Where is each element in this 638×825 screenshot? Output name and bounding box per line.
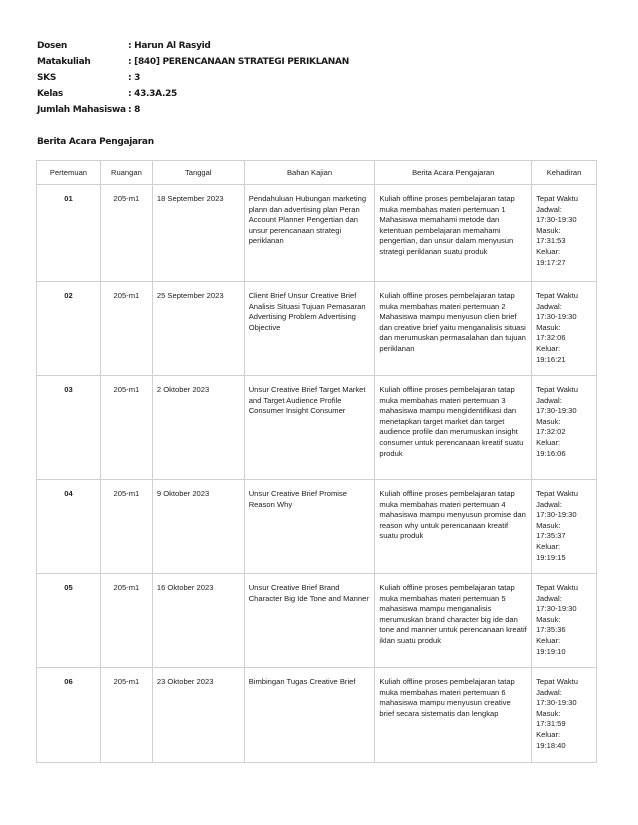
cell-bahan-kajian: Client Brief Unsur Creative Brief Analisis Situasi Tujuan Pemasaran Advertising Problem Advertising Objective <box>244 282 375 376</box>
cell-tanggal: 23 Oktober 2023 <box>152 668 244 763</box>
cell-bahan-kajian: Pendahuluan Hubungan marketing plann dan advertising plan Peran Account Planner Pengertian dan unsur perencanaan strategi periklanan <box>244 185 375 282</box>
info-row-matakuliah <box>37 54 349 70</box>
attendance-status: Tepat Waktu <box>536 489 578 498</box>
table-row <box>37 185 597 282</box>
cell-pertemuan: 06 <box>37 668 101 763</box>
attendance-status: Tepat Waktu <box>536 385 578 394</box>
check-out-label: Keluar: <box>536 343 561 353</box>
check-out-time: 19:16:06 <box>536 448 566 458</box>
cell-kehadiran <box>532 574 597 668</box>
cell-tanggal: 16 Oktober 2023 <box>152 574 244 668</box>
check-in-time: 17:31:59 <box>536 719 566 729</box>
check-out-label: Keluar: <box>536 437 561 447</box>
schedule-time: 17:30-19:30 <box>536 510 577 520</box>
table-row <box>37 376 597 480</box>
cell-bahan-kajian: Unsur Creative Brief Promise Reason Why <box>244 480 375 574</box>
header-berita-acara: Berita Acara Pengajaran <box>375 161 532 185</box>
cell-berita-acara: Kuliah offline proses pembelajaran tatap muka membahas materi pertemuan 3 mahasiswa mampu mengidentifikasi dan menetapkan target market dan target audience profile dan merumuskan insight consumer untuk perencanaan kreatif suatu produk <box>375 376 532 480</box>
schedule-label: Jadwal: <box>536 204 562 214</box>
cell-berita-acara: Kuliah offline proses pembelajaran tatap muka membahas materi pertemuan 1 Mahasiswa memahami metode dan ketentuan pembelajaran memahami pengertian, dan unsur dalam menyusun strategi periklanan suatu produk <box>375 185 532 282</box>
cell-ruangan: 205-m1 <box>100 480 152 574</box>
cell-pertemuan: 05 <box>37 574 101 668</box>
schedule-label: Jadwal: <box>536 687 562 697</box>
header-ruangan: Ruangan <box>100 161 152 185</box>
cell-bahan-kajian: Bimbingan Tugas Creative Brief <box>244 668 375 763</box>
check-in-label: Masuk: <box>536 416 561 426</box>
info-value: : Harun Al Rasyid <box>128 41 211 51</box>
schedule-time: 17:30-19:30 <box>536 215 577 225</box>
check-in-label: Masuk: <box>536 708 561 718</box>
info-value: : 8 <box>128 105 141 115</box>
cell-kehadiran <box>532 480 597 574</box>
header-pertemuan: Pertemuan <box>37 161 101 185</box>
schedule-time: 17:30-19:30 <box>536 698 577 708</box>
check-in-time: 17:35:36 <box>536 625 566 635</box>
check-out-time: 19:17:27 <box>536 257 566 267</box>
check-in-label: Masuk: <box>536 520 561 530</box>
info-row-jumlah-mahasiswa <box>37 102 349 118</box>
cell-kehadiran <box>532 185 597 282</box>
cell-ruangan: 205-m1 <box>100 574 152 668</box>
info-value: : 3 <box>128 73 141 83</box>
table-row <box>37 668 597 763</box>
cell-ruangan: 205-m1 <box>100 282 152 376</box>
check-in-label: Masuk: <box>536 225 561 235</box>
header-kehadiran: Kehadiran <box>532 161 597 185</box>
check-in-time: 17:32:06 <box>536 333 566 343</box>
check-out-label: Keluar: <box>536 729 561 739</box>
attendance-status: Tepat Waktu <box>536 677 578 686</box>
header-tanggal: Tanggal <box>152 161 244 185</box>
course-info <box>37 38 349 118</box>
check-out-time: 19:18:40 <box>536 740 566 750</box>
check-in-label: Masuk: <box>536 614 561 624</box>
check-out-label: Keluar: <box>536 246 561 256</box>
attendance-status: Tepat Waktu <box>536 583 578 592</box>
schedule-time: 17:30-19:30 <box>536 406 577 416</box>
cell-pertemuan: 03 <box>37 376 101 480</box>
cell-bahan-kajian: Unsur Creative Brief Brand Character Big Ide Tone and Manner <box>244 574 375 668</box>
table-row <box>37 574 597 668</box>
info-label: Jumlah Mahasiswa <box>37 105 126 115</box>
cell-berita-acara: Kuliah offline proses pembelajaran tatap muka membahas materi pertemuan 6 mahasiswa mampu menyusun creative brief secara sistematis dan lengkap <box>375 668 532 763</box>
table-row <box>37 282 597 376</box>
table-row <box>37 480 597 574</box>
info-row-kelas <box>37 86 349 102</box>
schedule-label: Jadwal: <box>536 499 562 509</box>
check-out-label: Keluar: <box>536 635 561 645</box>
info-label: SKS <box>37 73 57 83</box>
schedule-label: Jadwal: <box>536 301 562 311</box>
info-value: : 43.3A.25 <box>128 89 178 99</box>
info-value: : [840] PERENCANAAN STRATEGI PERIKLANAN <box>128 57 349 67</box>
table-header-row <box>37 161 597 185</box>
teaching-record-table <box>36 160 597 763</box>
schedule-label: Jadwal: <box>536 395 562 405</box>
check-in-time: 17:35:37 <box>536 531 566 541</box>
cell-pertemuan: 04 <box>37 480 101 574</box>
attendance-status: Tepat Waktu <box>536 194 578 203</box>
cell-kehadiran <box>532 376 597 480</box>
cell-tanggal: 25 September 2023 <box>152 282 244 376</box>
cell-berita-acara: Kuliah offline proses pembelajaran tatap muka membahas materi pertemuan 4 mahasiswa mampu menyusun promise dan reason why untuk perencanaan kreatif suatu produk <box>375 480 532 574</box>
info-label: Dosen <box>37 41 68 51</box>
check-out-time: 19:19:10 <box>536 646 566 656</box>
check-in-label: Masuk: <box>536 322 561 332</box>
attendance-status: Tepat Waktu <box>536 291 578 300</box>
check-out-time: 19:19:15 <box>536 552 566 562</box>
schedule-time: 17:30-19:30 <box>536 604 577 614</box>
cell-tanggal: 18 September 2023 <box>152 185 244 282</box>
schedule-time: 17:30-19:30 <box>536 312 577 322</box>
info-row-dosen <box>37 38 349 54</box>
cell-bahan-kajian: Unsur Creative Brief Target Market and Target Audience Profile Consumer Insight Consumer <box>244 376 375 480</box>
info-label: Kelas <box>37 89 63 99</box>
check-out-label: Keluar: <box>536 541 561 551</box>
header-bahan-kajian: Bahan Kajian <box>244 161 375 185</box>
cell-berita-acara: Kuliah offline proses pembelajaran tatap muka membahas materi pertemuan 2 Mahasiswa mampu menyusun clien brief dan creative brief yaitu menganalisis situasi dan merumuskan permasalahan dan tujuan periklanan <box>375 282 532 376</box>
check-out-time: 19:16:21 <box>536 354 566 364</box>
cell-tanggal: 9 Oktober 2023 <box>152 480 244 574</box>
cell-berita-acara: Kuliah offline proses pembelajaran tatap muka membahas materi pertemuan 5 mahasiswa mampu menganalisis merumuskan brand character big ide dan tone and manner untuk perencanaan kreatif iklan suatu produk <box>375 574 532 668</box>
cell-ruangan: 205-m1 <box>100 185 152 282</box>
info-row-sks <box>37 70 349 86</box>
cell-tanggal: 2 Oktober 2023 <box>152 376 244 480</box>
cell-ruangan: 205-m1 <box>100 668 152 763</box>
section-title: Berita Acara Pengajaran <box>37 137 154 147</box>
info-label: Matakuliah <box>37 57 91 67</box>
cell-kehadiran <box>532 282 597 376</box>
check-in-time: 17:31:53 <box>536 236 566 246</box>
cell-kehadiran <box>532 668 597 763</box>
schedule-label: Jadwal: <box>536 593 562 603</box>
cell-pertemuan: 01 <box>37 185 101 282</box>
check-in-time: 17:32:02 <box>536 427 566 437</box>
cell-pertemuan: 02 <box>37 282 101 376</box>
cell-ruangan: 205-m1 <box>100 376 152 480</box>
